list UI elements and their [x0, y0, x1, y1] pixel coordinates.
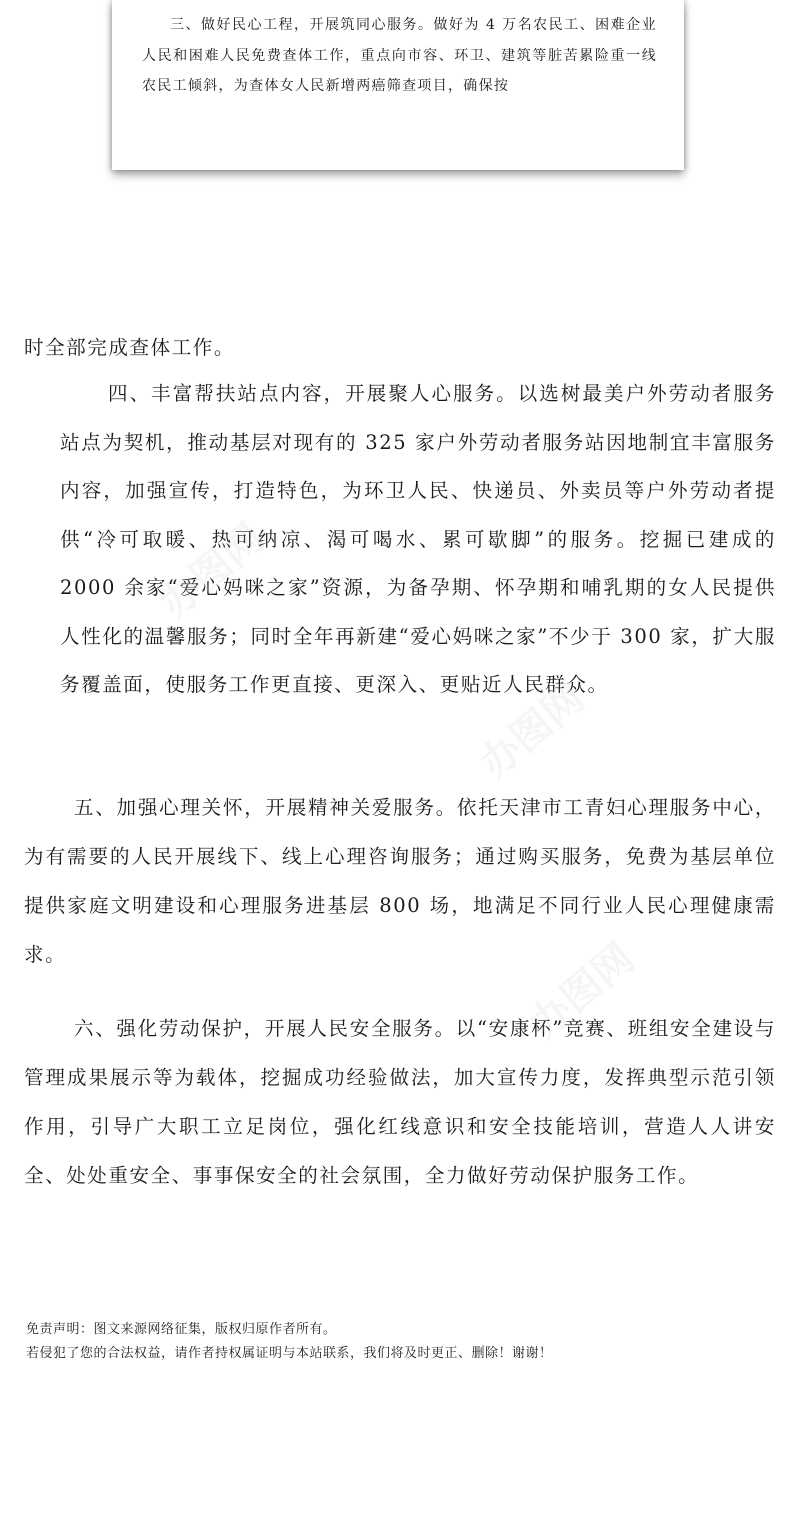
- paragraph-four: 四、丰富帮扶站点内容，开展聚人心服务。以选树最美户外劳动者服务站点为契机，推动基层对现有的 325 家户外劳动者服务站因地制宜丰富服务内容，加强宣传，打造特色，为环卫人民、快递员、外卖员等户外劳动者提供“冷可取暖、热可纳凉、渴可喝水、累可歇脚”的服务。挖掘已建成的 2000 余家“爱心妈咪之家”资源，为备孕期、怀孕期和哺乳期的女人民提供人性化的温馨服务；同时全年再新建“爱心妈咪之家”不少于 300 家，扩大服务覆盖面，使服务工作更直接、更深入、更贴近人民群众。: [60, 382, 776, 696]
- disclaimer: [26, 1318, 786, 1366]
- paragraph-five: 五、加强心理关怀，开展精神关爱服务。依托天津市工青妇心理服务中心，为有需要的人民开展线下、线上心理咨询服务；通过购买服务，免费为基层单位提供家庭文明建设和心理服务进基层 800 场，地满足不同行业人民心理健康需求。: [24, 796, 776, 966]
- watermark-text: 办图网: [151, 514, 273, 628]
- paragraph-three-continuation: 时全部完成查体工作。: [24, 336, 236, 359]
- watermark-text: 办图网: [521, 934, 643, 1048]
- paragraph-six: 六、强化劳动保护，开展人民安全服务。以“安康杯”竞赛、班组安全建设与管理成果展示等为载体，挖掘成功经验做法，加大宣传力度，发挥典型示范引领作用，引导广大职工立足岗位，强化红线意识和安全技能培训，营造人人讲安全、处处重安全、事事保安全的社会氛围，全力做好劳动保护服务工作。: [24, 1017, 776, 1187]
- watermark-text: 办图网: [471, 674, 593, 788]
- disclaimer-line-2: 若侵犯了您的合法权益，请作者持权属证明与本站联系，我们将及时更正、删除！谢谢！: [26, 1346, 553, 1361]
- document-preview-card: [112, 0, 684, 170]
- preview-paragraph-three: 三、做好民心工程，开展筑同心服务。做好为 4 万名农民工、困难企业人民和困难人民免费查体工作，重点向市容、环卫、建筑等脏苦累险重一线农民工倾斜，为查体女人民新增两癌筛查项目，确保按: [142, 17, 657, 94]
- disclaimer-line-1: 免责声明：图文来源网络征集，版权归原作者所有。: [26, 1322, 337, 1337]
